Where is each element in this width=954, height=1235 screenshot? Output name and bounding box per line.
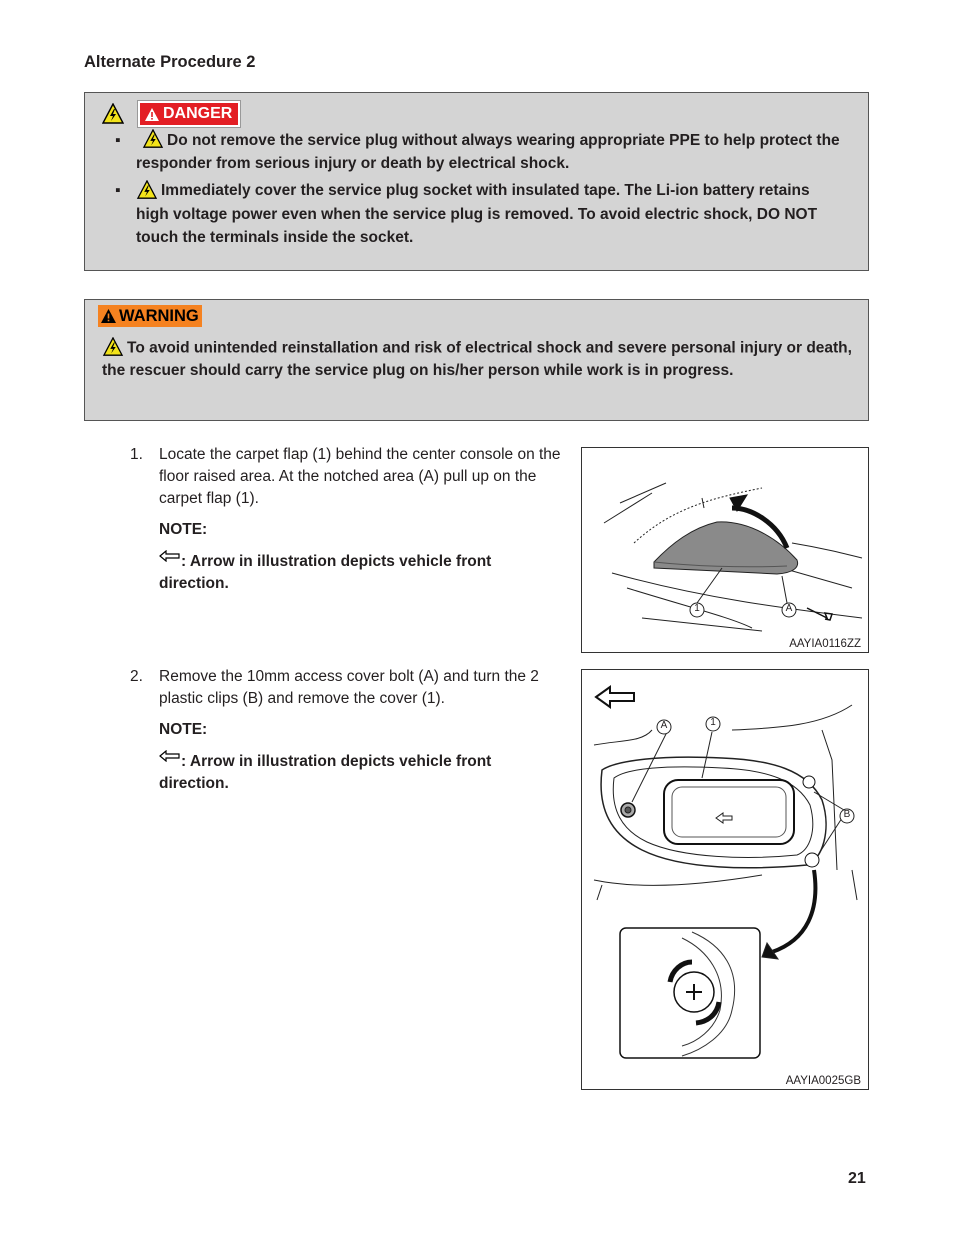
exclamation-triangle-icon xyxy=(100,308,117,324)
clip-b-lower-shape xyxy=(805,853,819,867)
note-text-block xyxy=(159,550,562,595)
bullet-icon: ▪ xyxy=(115,182,121,200)
step-2 xyxy=(130,666,562,795)
callout-a: A xyxy=(785,603,793,614)
clip-b-upper-shape xyxy=(803,776,815,788)
warning-text: To avoid unintended reinstallation and risk of electrical shock and severe personal injury or death, the rescuer should carry the service plug on his/her person while work is in progress. xyxy=(102,339,852,379)
danger-item-text: Do not remove the service plug without always wearing appropriate PPE to help protect the responder from serious injury or death by electrical shock. xyxy=(136,132,840,173)
figure-code: AAYIA0116ZZ xyxy=(789,638,861,650)
note-label: NOTE: xyxy=(159,721,208,738)
danger-header xyxy=(102,101,240,127)
note-text: : Arrow in illustration depicts vehicle front direction. xyxy=(159,553,492,592)
step-text: Locate the carpet flap (1) behind the center console on the floor raised area. At the notched area (A) pull up on the carpet flap (1). xyxy=(159,446,561,507)
figure-code: AAYIA0025GB xyxy=(785,1075,861,1087)
high-voltage-triangle-icon xyxy=(102,103,124,125)
access-cover-shape xyxy=(664,780,794,844)
page-number: 21 xyxy=(848,1170,866,1187)
note-label: NOTE: xyxy=(159,521,208,538)
callout-1: 1 xyxy=(710,717,716,728)
figure-carpet-flap xyxy=(581,447,869,653)
list-item xyxy=(115,179,845,248)
note-text-block xyxy=(159,750,562,795)
access-cover-illustration xyxy=(582,670,868,1070)
callout-a: A xyxy=(660,720,668,731)
note-text: : Arrow in illustration depicts vehicle front direction. xyxy=(159,753,492,792)
danger-badge xyxy=(138,101,240,127)
left-arrow-icon xyxy=(159,750,181,762)
step-number: 2. xyxy=(130,668,143,685)
bullet-icon: ▪ xyxy=(115,132,121,149)
high-voltage-triangle-icon xyxy=(102,337,124,357)
left-arrow-icon xyxy=(159,550,181,562)
high-voltage-triangle-icon xyxy=(136,180,158,200)
section-heading: Alternate Procedure 2 xyxy=(84,53,256,71)
warning-label: WARNING xyxy=(119,307,199,325)
danger-label: DANGER xyxy=(163,105,233,122)
exclamation-triangle-icon xyxy=(144,107,160,122)
warning-badge xyxy=(98,305,202,327)
callout-b: B xyxy=(843,809,851,820)
danger-list xyxy=(115,129,845,253)
step-text: Remove the 10mm access cover bolt (A) and turn the 2 plastic clips (B) and remove the cover (1). xyxy=(159,668,539,707)
danger-item-text: Immediately cover the service plug socket with insulated tape. The Li-ion battery retains high voltage power even when the service plug is removed. To avoid electric shock, DO NOT touch the terminals inside the socket. xyxy=(136,182,818,246)
step-1 xyxy=(130,444,562,595)
warning-box xyxy=(84,299,869,421)
front-direction-arrow-icon xyxy=(807,608,832,620)
figure-access-cover xyxy=(581,669,869,1090)
list-item xyxy=(115,129,845,175)
danger-box xyxy=(84,92,869,271)
warning-text-block xyxy=(102,337,864,382)
turn-arrow-icon xyxy=(772,870,815,952)
step-number: 1. xyxy=(130,446,143,463)
carpet-flap-illustration xyxy=(582,448,868,634)
high-voltage-triangle-icon xyxy=(142,129,164,149)
front-direction-arrow-icon xyxy=(596,687,634,707)
callout-1: 1 xyxy=(694,603,700,614)
